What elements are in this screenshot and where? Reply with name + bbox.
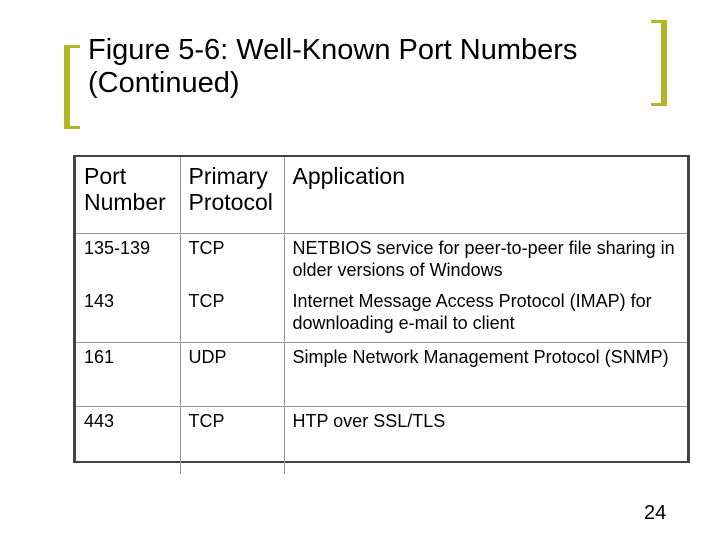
- table-row: [76, 406, 687, 474]
- right-bracket-decoration: [651, 20, 667, 106]
- cell-protocol: TCP: [180, 287, 284, 343]
- port-table: [76, 157, 687, 474]
- cell-protocol: UDP: [180, 342, 284, 406]
- cell-port: 443: [76, 406, 180, 474]
- table-row: [76, 233, 687, 287]
- cell-protocol: TCP: [180, 406, 284, 474]
- table-row: [76, 342, 687, 406]
- left-bracket-decoration: [64, 45, 80, 129]
- table-header-row: [76, 157, 687, 233]
- cell-application: HTP over SSL/TLS: [292, 410, 446, 431]
- header-port-number: Port Number: [76, 157, 180, 233]
- header-application: Application: [284, 157, 687, 233]
- cell-port: 161: [76, 342, 180, 406]
- cell-port: 135-139: [76, 233, 180, 287]
- header-primary-protocol: Primary Protocol: [180, 157, 284, 233]
- cell-application: NETBIOS service for peer-to-peer file sharing in older versions of Windows: [292, 237, 675, 280]
- cell-application: Simple Network Management Protocol (SNMP): [284, 342, 687, 406]
- table-row: [76, 287, 687, 343]
- cell-port: 143: [76, 287, 180, 343]
- page-number: 24: [644, 502, 667, 524]
- port-table-container: [73, 155, 690, 463]
- slide-title: Figure 5-6: Well-Known Port Numbers (Continued): [88, 34, 578, 99]
- cell-protocol: TCP: [180, 233, 284, 287]
- cell-application: Internet Message Access Protocol (IMAP) for downloading e-mail to client: [284, 287, 687, 343]
